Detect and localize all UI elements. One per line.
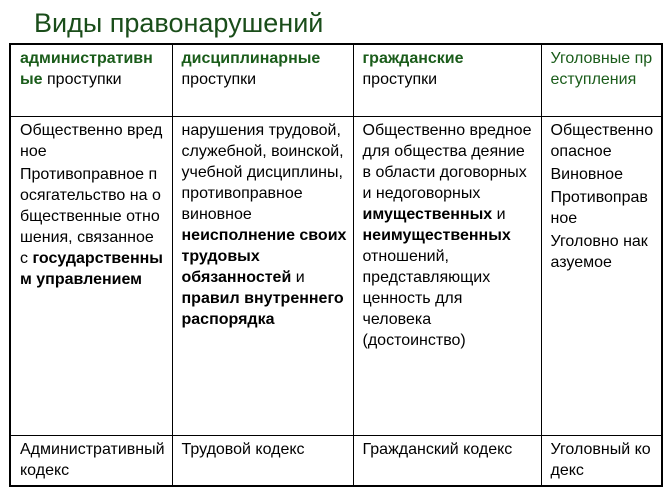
definition-paragraph xyxy=(551,120,656,162)
text-run: имущественных xyxy=(362,206,493,223)
definition-paragraph xyxy=(20,120,166,162)
header-row xyxy=(10,44,662,117)
code-administrative: Административный кодекс xyxy=(10,436,172,487)
text-run: Противоправное посягательство на общественные отношения, связанное с xyxy=(20,166,161,267)
text-run: Уголовные преступления xyxy=(550,50,653,88)
text-run: гражданские xyxy=(362,50,464,67)
text-run: дисциплинарные xyxy=(181,50,321,67)
text-run: неимущественных xyxy=(362,227,511,244)
offense-types-table xyxy=(9,43,663,487)
text-run: Уголовно наказуемое xyxy=(550,233,648,271)
header-administrative xyxy=(10,44,172,117)
header-criminal xyxy=(541,44,662,117)
text-run: проступки xyxy=(42,71,122,88)
text-run: проступки xyxy=(362,71,438,88)
text-run: Виновное xyxy=(550,166,623,183)
definition-civil xyxy=(353,117,541,436)
text-run: Противоправное xyxy=(550,189,648,227)
code-row xyxy=(10,436,662,487)
text-run: проступки xyxy=(181,71,257,88)
header-disciplinary xyxy=(172,44,353,117)
code-civil: Гражданский кодекс xyxy=(353,436,541,487)
definition-paragraph xyxy=(363,120,535,351)
definition-disciplinary xyxy=(172,117,353,436)
text-run: государственным управлением xyxy=(20,250,163,288)
text-run: правил внутреннего распорядка xyxy=(181,290,344,328)
text-run: Общественно опасное xyxy=(550,122,654,160)
page-title: Виды правонарушений xyxy=(34,8,324,38)
definition-paragraph xyxy=(182,120,347,330)
header-civil xyxy=(353,44,541,117)
definition-criminal xyxy=(541,117,662,436)
text-run: неисполнение своих трудовых обязанностей xyxy=(181,227,347,286)
definition-row xyxy=(10,117,662,436)
definition-paragraph xyxy=(551,164,656,185)
definition-paragraph xyxy=(551,187,656,229)
text-run: административные xyxy=(20,50,153,88)
text-run: отношений, представляющих ценность для человека (достоинство) xyxy=(362,248,491,349)
text-run: и xyxy=(492,206,506,223)
definition-paragraph xyxy=(20,164,166,290)
definition-administrative xyxy=(10,117,172,436)
text-run: нарушения трудовой, служебной, воинской, учебной дисциплины, противоправное виновное xyxy=(181,122,344,223)
definition-paragraph xyxy=(551,231,656,273)
code-criminal: Уголовный кодекс xyxy=(541,436,662,487)
text-run: Общественно вредное для общества деяние в области договорных и недоговорных xyxy=(362,122,532,202)
code-disciplinary: Трудовой кодекс xyxy=(172,436,353,487)
text-run: Общественно вредное xyxy=(20,122,163,160)
text-run: и xyxy=(291,269,305,286)
